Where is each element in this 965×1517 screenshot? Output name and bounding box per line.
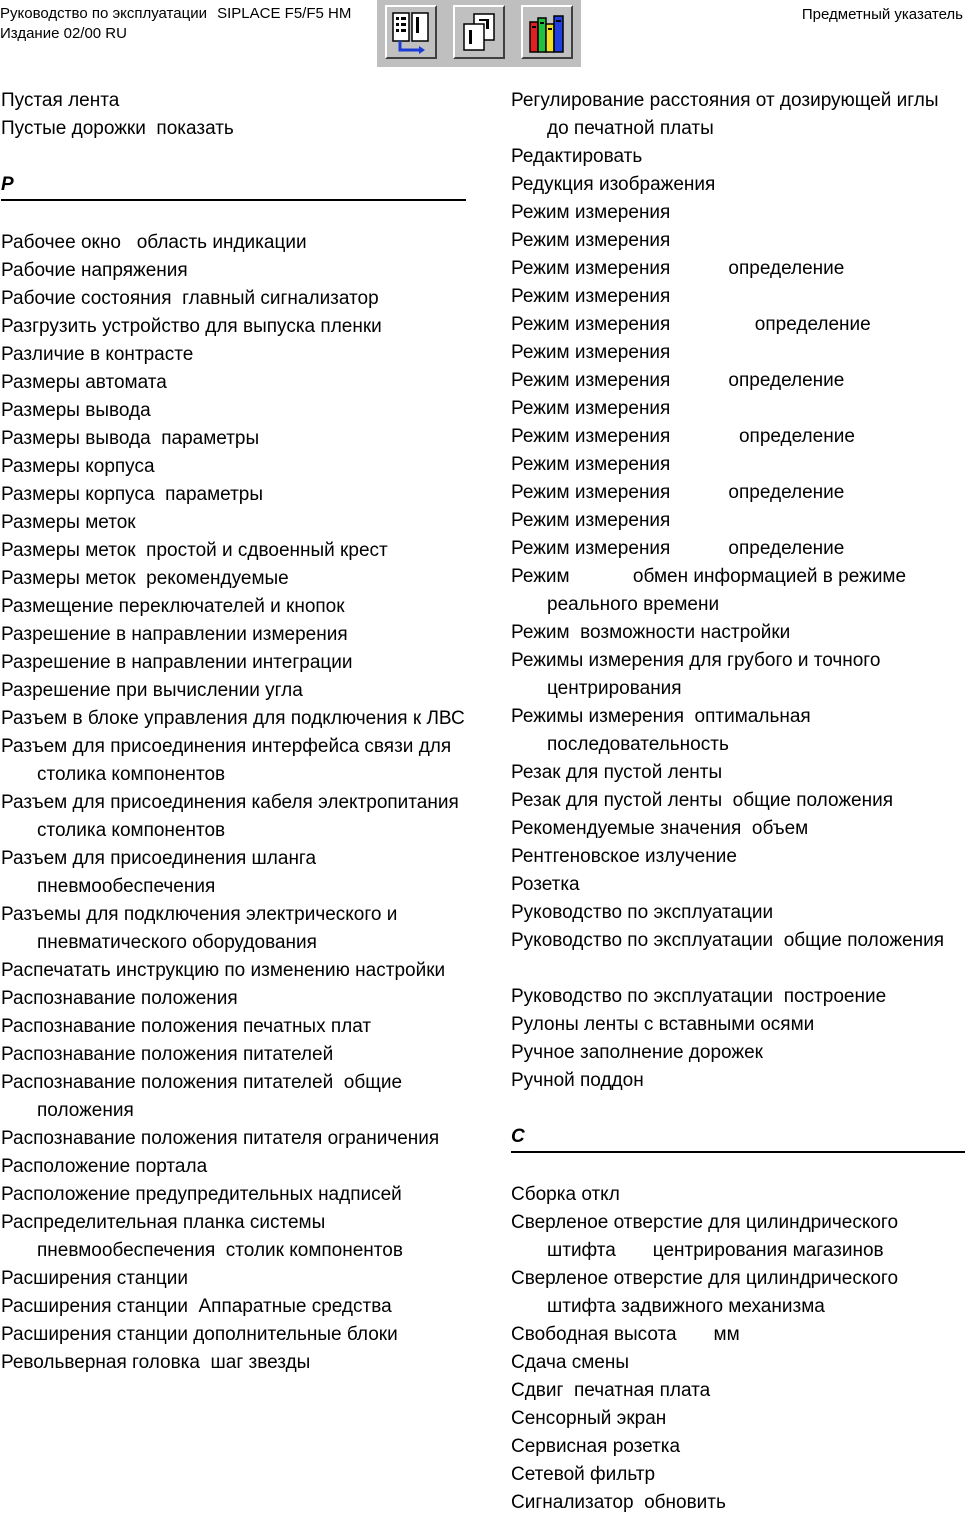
index-entry[interactable]: Режим измерения [511,286,671,307]
index-entry[interactable]: Рулоны ленты с вставными осями [511,1014,815,1035]
entry-group-s [511,1181,965,1517]
index-entry[interactable]: Размеры меток [1,512,136,533]
index-entry[interactable]: Руководство по эксплуатации построение [511,986,887,1007]
index-entry[interactable]: Рекомендуемые значения объем [511,818,809,839]
index-entry[interactable]: Сверленое отверстие для цилиндрического штифта задвижного механизма [511,1268,904,1317]
index-entry[interactable]: Размещение переключателей и кнопок [1,596,345,617]
index-entry[interactable]: Резак для пустой ленты [511,762,723,783]
index-entry[interactable]: Пустые дорожки показать [1,118,234,139]
index-entry[interactable]: Режим измерения [511,510,671,531]
entry-group-r-end [511,983,965,1095]
index-entry[interactable]: Револьверная головка шаг звезды [1,1352,311,1373]
index-entry[interactable]: Расширения станции Аппаратные средства [1,1296,392,1317]
entry-group-top [1,87,466,143]
index-entry[interactable]: Режим измерения [511,342,671,363]
index-entry[interactable]: Распознавание положения питателя ограничения [1,1128,440,1149]
index-entry[interactable]: Сборка откл [511,1184,620,1205]
index-entry[interactable]: Режим измерения определение [511,426,855,447]
section-title: Предметный указатель [801,6,963,23]
index-entry[interactable]: Размеры меток рекомендуемые [1,568,289,589]
index-column-left [1,87,466,1377]
index-entry[interactable]: Размеры вывода параметры [1,428,260,449]
index-entry[interactable]: Режим измерения определение [511,482,845,503]
index-entry[interactable]: Распознавание положения [1,988,238,1009]
index-entry[interactable]: Свободная высота мм [511,1324,740,1345]
contents-icon [390,10,434,56]
index-entry[interactable]: Распознавание положения питателей [1,1044,334,1065]
section-letter-r: Р [1,171,466,201]
index-entry[interactable]: Сдвиг печатная плата [511,1380,711,1401]
index-entry[interactable]: Режим измерения определение [511,314,871,335]
index-entry[interactable]: Режим измерения определение [511,538,845,559]
books-icon [526,10,570,56]
back-page-icon [458,10,502,56]
entry-group-r-continued [511,87,965,955]
index-entry[interactable]: Размеры меток простой и сдвоенный крест [1,540,388,561]
edition-label: Издание 02/00 RU [0,25,127,42]
index-entry[interactable]: Размеры вывода [1,400,151,421]
index-entry[interactable]: Редактировать [511,146,643,167]
index-entry[interactable]: Расположение предупредительных надписей [1,1184,402,1205]
index-entry[interactable]: Рабочее окно область индикации [1,232,307,253]
contents-button[interactable] [385,5,437,59]
index-entry[interactable]: Режим измерения определение [511,258,845,279]
index-entry[interactable]: Различие в контрасте [1,344,194,365]
index-entry[interactable]: Распечатать инструкцию по изменению настройки [1,960,446,981]
index-entry[interactable]: Резак для пустой ленты общие положения [511,790,893,811]
index-entry[interactable]: Разрешение в направлении измерения [1,624,348,645]
navigation-toolbar [377,0,581,67]
entry-group-r [1,229,466,1377]
index-entry[interactable]: Разгрузить устройство для выпуска пленки [1,316,382,337]
index-entry[interactable]: Распределительная планка системы пневмообеспечения столик компонентов [1,1212,403,1261]
index-entry[interactable]: Размеры корпуса параметры [1,484,264,505]
index-entry[interactable]: Руководство по эксплуатации общие положения [511,930,945,951]
index-entry[interactable]: Расширения станции [1,1268,188,1289]
index-entry[interactable]: Распознавание положения печатных плат [1,1016,372,1037]
back-page-button[interactable] [453,5,505,59]
index-entry[interactable]: Режим измерения определение [511,370,845,391]
index-entry[interactable]: Режимы измерения оптимальная последовательность [511,706,816,755]
index-entry[interactable]: Разъем в блоке управления для подключения к ЛВС [1,708,465,729]
index-entry[interactable]: Регулирование расстояния от дозирующей иглы до печатной платы [511,90,944,139]
index-entry[interactable]: Расположение портала [1,1156,208,1177]
index-entry[interactable]: Рабочие напряжения [1,260,188,281]
index-entry[interactable]: Режим обмен информацией в режиме реального времени [511,566,912,615]
index-entry[interactable]: Сигнализатор обновить [511,1492,726,1513]
index-entry[interactable]: Разъем для присоединения кабеля электропитания столика компонентов [1,792,465,841]
index-entry[interactable]: Размеры автомата [1,372,167,393]
index-entry[interactable]: Режим измерения [511,202,671,223]
index-entry[interactable]: Разъем для присоединения шланга пневмообеспечения [1,848,322,897]
index-entry[interactable]: Рентгеновское излучение [511,846,737,867]
index-entry[interactable]: Разрешение в направлении интеграции [1,652,353,673]
library-button[interactable] [521,5,573,59]
index-entry[interactable]: Ручное заполнение дорожек [511,1042,763,1063]
manual-title: Руководство по эксплуатации [0,5,207,22]
index-entry[interactable]: Розетка [511,874,580,895]
index-entry[interactable]: Пустая лента [1,90,120,111]
index-entry[interactable]: Режимы измерения для грубого и точного центрирования [511,650,886,699]
index-entry[interactable]: Режим измерения [511,230,671,251]
index-entry[interactable]: Распознавание положения питателей общие положения [1,1072,408,1121]
document-header [0,4,351,44]
index-entry[interactable]: Режим измерения [511,454,671,475]
section-letter-s: С [511,1123,965,1153]
index-entry[interactable]: Ручной поддон [511,1070,644,1091]
index-entry[interactable]: Сетевой фильтр [511,1464,656,1485]
index-entry[interactable]: Редукция изображения [511,174,716,195]
product-name: SIPLACE F5/F5 HM [217,5,352,22]
index-entry[interactable]: Разъем для присоединения интерфейса связи для столика компонентов [1,736,457,785]
index-entry[interactable]: Сервисная розетка [511,1436,681,1457]
index-entry[interactable]: Сверленое отверстие для цилиндрического штифта центрирования магазинов [511,1212,904,1261]
index-entry[interactable]: Расширения станции дополнительные блоки [1,1324,398,1345]
index-entry[interactable]: Сдача смены [511,1352,629,1373]
index-entry[interactable]: Разрешение при вычислении угла [1,680,303,701]
index-entry[interactable]: Сенсорный экран [511,1408,667,1429]
index-entry[interactable]: Руководство по эксплуатации [511,902,774,923]
index-column-right [511,87,965,1517]
index-entry[interactable]: Разъемы для подключения электрического и пневматического оборудования [1,904,403,953]
index-entry[interactable]: Режим возможности настройки [511,622,791,643]
index-entry[interactable]: Рабочие состояния главный сигнализатор [1,288,379,309]
index-entry[interactable]: Режим измерения [511,398,671,419]
index-entry[interactable]: Размеры корпуса [1,456,155,477]
